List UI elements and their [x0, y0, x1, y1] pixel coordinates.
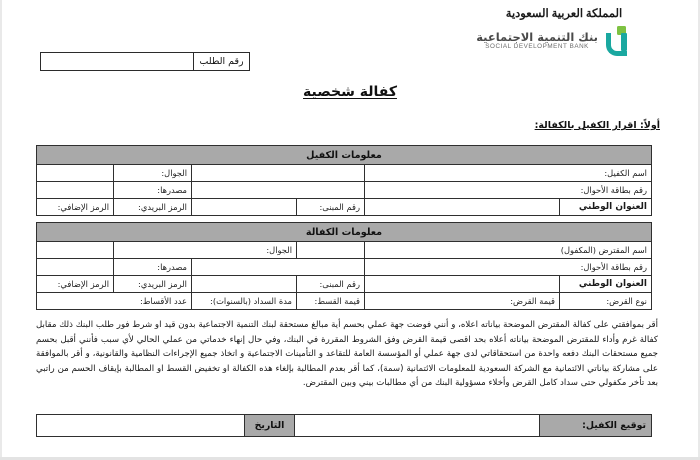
field-input-borrower-national-address[interactable]	[365, 276, 560, 293]
field-label-borrower-id: رقم بطاقة الأحوال:	[365, 259, 652, 276]
field-input-guarantor-national-address[interactable]	[365, 199, 560, 216]
date-input[interactable]	[37, 415, 245, 437]
field-label-repayment-period: مدة السداد (بالسنوات):	[192, 293, 297, 310]
section-heading-declaration: أولاً: اقرار الكفيل بالكفالة:	[534, 120, 660, 131]
field-label-guarantor-id-source: مصدرها:	[114, 182, 192, 199]
field-label-borrower-mobile: الجوال:	[114, 242, 297, 259]
table-band-row	[36, 146, 651, 165]
field-input-guarantor-mobile[interactable]	[36, 165, 113, 182]
field-input-borrower-mobile[interactable]	[37, 242, 114, 259]
table-row	[37, 242, 652, 259]
field-input-borrower-building-no[interactable]	[192, 276, 297, 293]
field-input-borrower-id[interactable]	[192, 259, 365, 276]
table-row	[37, 415, 652, 437]
bank-logo-icon	[604, 26, 632, 56]
field-label-borrower-building-no: رقم المبنى:	[297, 276, 365, 293]
field-label-guarantor-additional-code: الرمز الإضافي:	[36, 199, 113, 216]
field-label-installment-count: عدد الأقساط:	[37, 293, 192, 310]
request-number-label: رقم الطلب	[193, 53, 249, 70]
guarantor-info-table	[36, 145, 652, 216]
field-label-installment-amount: قيمة القسط:	[297, 293, 365, 310]
field-input-borrower-name[interactable]	[297, 242, 365, 259]
field-input-guarantor-id[interactable]	[192, 182, 365, 199]
field-label-borrower-additional-code: الرمز الإضافي:	[37, 276, 114, 293]
field-label-borrower-postal-code: الرمز البريدي:	[114, 276, 192, 293]
table-row	[36, 199, 651, 216]
bank-logo	[476, 26, 632, 56]
request-number-input[interactable]	[41, 53, 193, 70]
field-label-guarantor-national-address: العنوان الوطني	[560, 199, 652, 216]
bank-logo-text	[476, 31, 598, 51]
field-label-borrower-national-address: العنوان الوطني	[560, 276, 652, 293]
field-label-guarantor-building-no: رقم المبنى:	[297, 199, 365, 216]
table-band-row	[37, 223, 652, 242]
kingdom-heading: المملكة العربية السعودية	[505, 8, 623, 20]
bank-name-arabic: بنك التنمية الاجتماعية	[476, 30, 598, 45]
signature-label: توقيع الكفيل:	[540, 415, 652, 437]
field-input-guarantor-name[interactable]	[192, 165, 365, 182]
bank-name-english: SOCIAL DEVELOPMENT BANK	[485, 43, 589, 51]
field-input-guarantor-building-no[interactable]	[192, 199, 297, 216]
field-label-loan-type: نوع القرض:	[560, 293, 652, 310]
field-label-guarantor-id: رقم بطاقة الأحوال:	[365, 182, 652, 199]
table-row	[36, 182, 651, 199]
date-label: التاريخ	[245, 415, 295, 437]
table-row	[37, 276, 652, 293]
guarantor-band-label: معلومات الكفيل	[36, 146, 651, 165]
signature-input[interactable]	[295, 415, 540, 437]
field-label-guarantor-postal-code: الرمز البريدي:	[114, 199, 192, 216]
page-title: كفالة شخصية	[303, 84, 397, 100]
table-row	[36, 165, 651, 182]
field-input-borrower-id-source[interactable]	[37, 259, 114, 276]
request-number-box	[40, 52, 250, 71]
field-label-borrower-id-source: مصدرها:	[114, 259, 192, 276]
field-input-guarantor-id-source[interactable]	[36, 182, 113, 199]
declaration-paragraph: أقر بموافقتي على كفالة المقترض الموضحة بياناته اعلاه، و أنني فوضت جهة عملي بحسم أية مبالغ مستحقة لبنك التنمية الاجتماعية بدون قيد او شرط فور طلب البنك ذلك مقابل كفالة غرم وأداء للمقترض الموضحة بياناته أعلاه بحد اقصى قيمة القرض وفق الشروط المقررة في البنك، وفي حال إنهاء خدماتي من عملي الحالي لأي سبب فأنني أقبل بحسم جميع مستحقات البنك دفعه واحدة من استحقاقاتي لدى جهة عملي أو المؤسسة العامة للتقاعد و التأمينات الاجتماعية و اتخاذ جميع الإجراءات النظامية والقانونية، و أقر بالموافقة على مشاركة بياناتي الائتمانية مع الشركة السعودية للمعلومات الائتمانية (سمة)، كما أقر بعدم المطالبة بإلغاء هذه الكفالة او تخفيض القسط او المطالبة بإيقاف الحسم من راتبي بعد تأخر مكفولي حتى سداد كامل القرض وأخلاء مسؤولية البنك من أي مطالبات بيني وبين المقترض.	[36, 320, 658, 389]
guarantee-info-table	[36, 222, 652, 310]
guarantee-band-label: معلومات الكفالة	[37, 223, 652, 242]
field-label-guarantor-mobile: الجوال:	[114, 165, 192, 182]
field-label-guarantor-name: اسم الكفيل:	[365, 165, 652, 182]
table-row	[37, 259, 652, 276]
table-row	[37, 293, 652, 310]
field-label-borrower-name: اسم المقترض (المكفول)	[365, 242, 652, 259]
signature-table	[36, 414, 652, 437]
field-label-loan-amount: قيمة القرض:	[365, 293, 560, 310]
